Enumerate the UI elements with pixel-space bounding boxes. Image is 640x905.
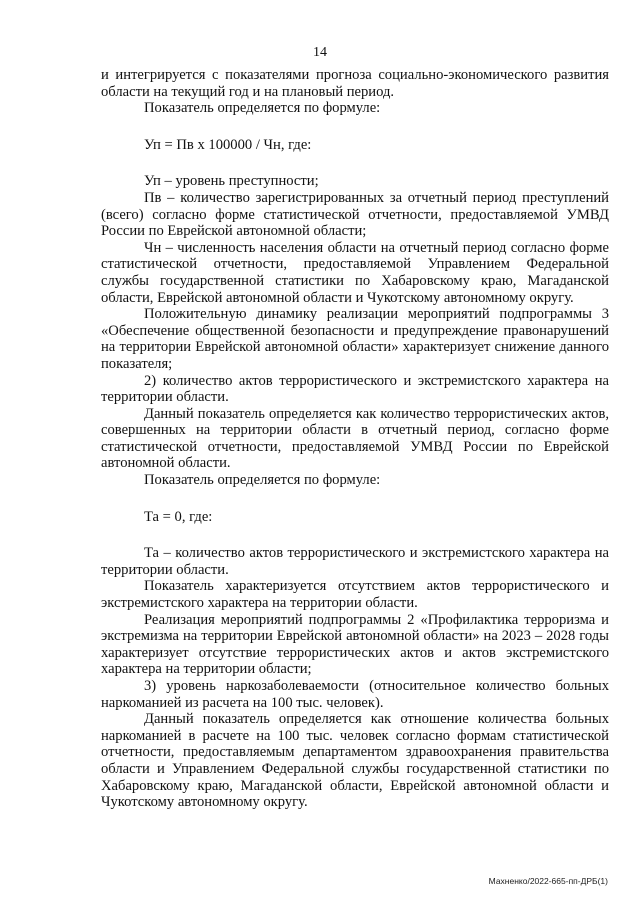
paragraph-formula-intro-2: Показатель определяется по формуле: bbox=[144, 472, 381, 489]
spacer bbox=[101, 117, 609, 137]
paragraph-formula-intro: Показатель определяется по формуле: bbox=[144, 100, 381, 117]
paragraph-indicator-3-definition: Данный показатель определяется как отношение количества больных наркоманией в расчете на 100 тыс. человек согласно формам статистической отчетности, предоставляемым департаментом здравоохранения правительства области и Управлением Федеральной службы государственной статистики по Хабаровскому краю, Магаданской области, Еврейской автономной области и Чукотскому автономному округу. bbox=[101, 711, 609, 811]
document-footer-code: Махненко/2022-665-пп-ДРБ(1) bbox=[488, 876, 608, 886]
paragraph-dynamics-subprogram-3: Положительную динамику реализации мероприятий подпрограммы 3 «Обеспечение общественной безопасности и предупреждение правонарушений на территории Еврейской автономной области» характеризует снижение данного показателя; bbox=[101, 306, 609, 372]
paragraph-definition-pv: Пв – количество зарегистрированных за отчетный период преступлений (всего) согласно форме статистической отчетности, предоставляемой УМВД России по Еврейской автономной области; bbox=[101, 189, 609, 240]
spacer bbox=[101, 489, 609, 509]
paragraph-indicator-2-characteristic: Показатель характеризуется отсутствием актов террористического и экстремистского характера на территории области. bbox=[101, 578, 609, 612]
paragraph-continuation: и интегрируется с показателями прогноза социально-экономического развития области на текущий год и на плановый период. bbox=[101, 67, 609, 100]
document-body bbox=[101, 67, 609, 811]
paragraph-definition-ta: Та – количество актов террористического и экстремистского характера на территории области. bbox=[101, 545, 609, 578]
spacer bbox=[101, 153, 609, 173]
paragraph-indicator-3: 3) уровень наркозаболеваемости (относительное количество больных наркоманией из расчета на 100 тыс. человек). bbox=[101, 678, 609, 711]
paragraph-definition-chn: Чн – численность населения области на отчетный период согласно форме статистической отчетности, предоставляемой Управлением Федеральной службы государственной статистики по Хабаровскому краю, Магаданской области, Еврейской автономной области и Чукотскому автономному округу. bbox=[101, 239, 609, 306]
spacer bbox=[101, 525, 609, 545]
formula-terror-acts: Та = 0, где: bbox=[144, 508, 213, 525]
page-number: 14 bbox=[313, 45, 327, 60]
paragraph-indicator-2: 2) количество актов террористического и экстремистского характера на территории области. bbox=[101, 372, 609, 406]
paragraph-indicator-2-definition: Данный показатель определяется как количество террористических актов, совершенных на территории области в отчетный период, согласно форме статистической отчетности, предоставляемой УМВД России по Еврейской автономной области. bbox=[101, 405, 609, 472]
formula-crime-rate: Уп = Пв х 100000 / Чн, где: bbox=[144, 136, 312, 153]
paragraph-subprogram-2: Реализация мероприятий подпрограммы 2 «Профилактика терроризма и экстремизма на территории Еврейской автономной области» на 2023 – 2028 годы характеризует отсутствие террористических актов и актов экстремистского характера на территории области; bbox=[101, 611, 609, 678]
paragraph-definition-up: Уп – уровень преступности; bbox=[144, 173, 319, 190]
